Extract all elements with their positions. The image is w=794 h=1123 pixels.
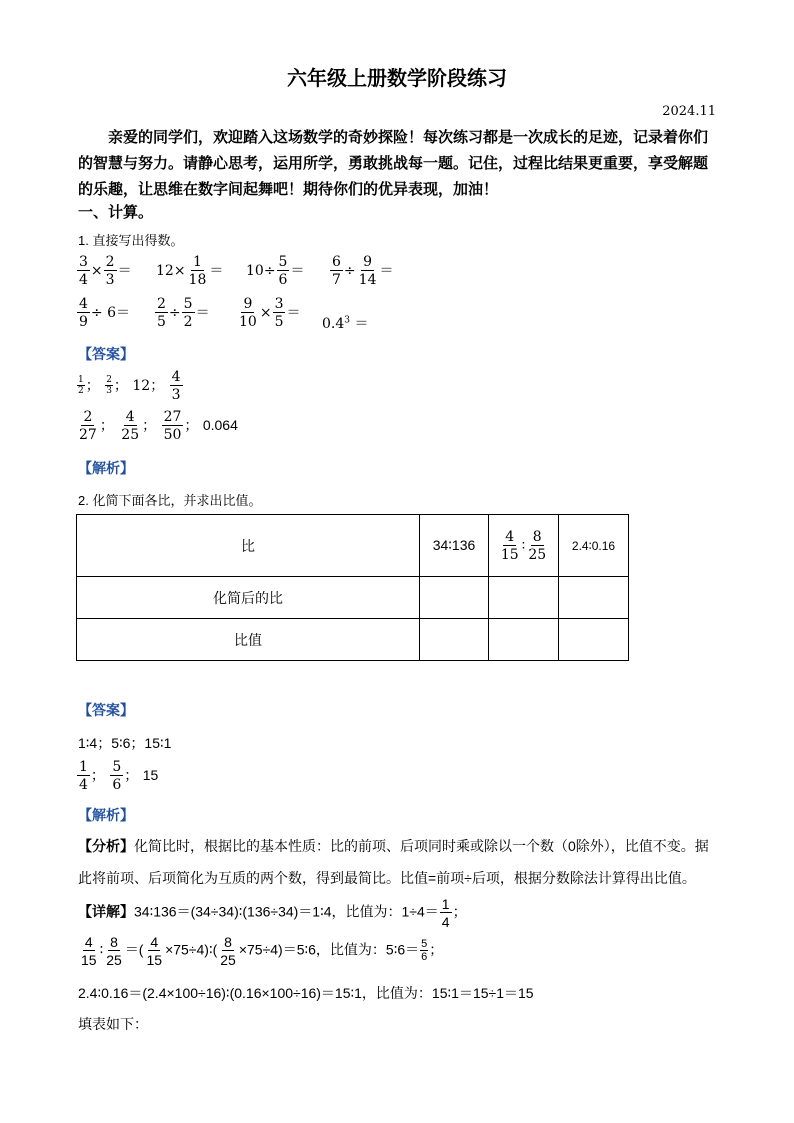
blank-cell <box>420 619 489 661</box>
analysis-label-1: 【解析】 <box>78 461 134 477</box>
blank-cell <box>559 619 629 661</box>
blank-cell <box>559 577 629 619</box>
detail-line-3: 2.4∶0.16＝(2.4×100÷16)∶(0.16×100÷16)＝15∶1，比值为：15∶1＝15÷1＝15 <box>78 985 534 1001</box>
analysis-label-2: 【解析】 <box>78 808 134 824</box>
expression-5: $\frac{4}{9}$ ÷ 6＝ <box>79 296 131 330</box>
answer-label-1: 【答案】 <box>78 347 134 363</box>
date: 2024.11 <box>662 104 716 119</box>
answer-line-values: $\frac{1}{4}$ ； $\frac{5}{6}$ ； 15 <box>79 759 159 793</box>
detail-line-1: 【详解】34∶136＝(34÷34)∶(136÷34)＝1∶4，比值为：1÷4＝ $\frac{1}{4}$ ； <box>78 896 467 930</box>
answer-line-ratios: 1∶4；5∶6；15∶1 <box>78 735 172 751</box>
expression-6: $\frac{2}{5}$ ÷ $\frac{5}{2}$ ＝ <box>157 296 210 330</box>
expression-2: 12× $\frac{1}{18}$ ＝ <box>156 254 224 288</box>
question-2-prompt: 2. 化简下面各比，并求出比值。 <box>78 493 262 508</box>
page-title: 六年级上册数学阶段练习 <box>287 66 507 90</box>
expression-1: $\frac{3}{4}$ × $\frac{2}{3}$ ＝ <box>79 254 132 288</box>
blank-cell <box>420 577 489 619</box>
expression-7: $\frac{9}{10}$ × $\frac{3}{5}$ ＝ <box>239 296 301 330</box>
answer-line-1: $\frac{1}{2}$ ； $\frac{2}{3}$ ； 12； $\frac{4}{3}$ <box>78 369 181 403</box>
fill-table-note: 填表如下： <box>78 1016 148 1032</box>
cell-ratio-1: 34∶136 <box>420 515 489 577</box>
section-heading: 一、计算。 <box>78 203 154 221</box>
answer-label-2: 【答案】 <box>78 703 134 719</box>
expression-4: $\frac{6}{7}$ ÷ $\frac{9}{14}$ ＝ <box>332 254 394 288</box>
row-header-value: 比值 <box>77 619 420 661</box>
cell-ratio-2: $\frac{4}{15}$ ∶ $\frac{8}{25}$ <box>489 515 559 577</box>
row-header-ratio: 比 <box>77 515 420 577</box>
answer-line-2: $\frac{2}{27}$ ； $\frac{4}{25}$ ； $\frac{27}{50}$ ； 0.064 <box>79 409 238 443</box>
question-1-prompt: 1. 直接写出得数。 <box>78 233 184 248</box>
expression-8: $0.4^3$ ＝ <box>322 315 369 332</box>
row-header-simplified: 化简后的比 <box>77 577 420 619</box>
blank-cell <box>489 619 559 661</box>
analysis-line-1: 【分析】化简比时，根据比的基本性质：比的前项、后项同时乘或除以一个数（0除外），比值不变。据 <box>78 838 709 854</box>
ratio-table <box>76 514 629 661</box>
intro-paragraph: 亲爱的同学们，欢迎踏入这场数学的奇妙探险！每次练习都是一次成长的足迹，记录着你们的智慧与努力。请静心思考，运用所学，勇敢挑战每一题。记住，过程比结果更重要，享受解题的乐趣，让思维在数字间起舞吧！期待你们的优异表现，加油！ <box>78 128 709 198</box>
detail-line-2: $\frac{4}{15}$ ∶ $\frac{8}{25}$ ＝( $\frac{4}{15}$ ×75÷4)∶( $\frac{8}{25}$ ×75÷4)＝5∶6，比值为：5∶6＝ $\frac{5}{6}$ ； <box>81 934 444 968</box>
analysis-line-2: 此将前项、后项简化为互质的两个数，得到最简比。比值=前项÷后项，根据分数除法计算得出比值。 <box>78 870 696 886</box>
blank-cell <box>489 577 559 619</box>
expression-3: 10÷ $\frac{5}{6}$ ＝ <box>246 254 305 288</box>
cell-ratio-3: 2.4∶0.16 <box>559 515 629 577</box>
